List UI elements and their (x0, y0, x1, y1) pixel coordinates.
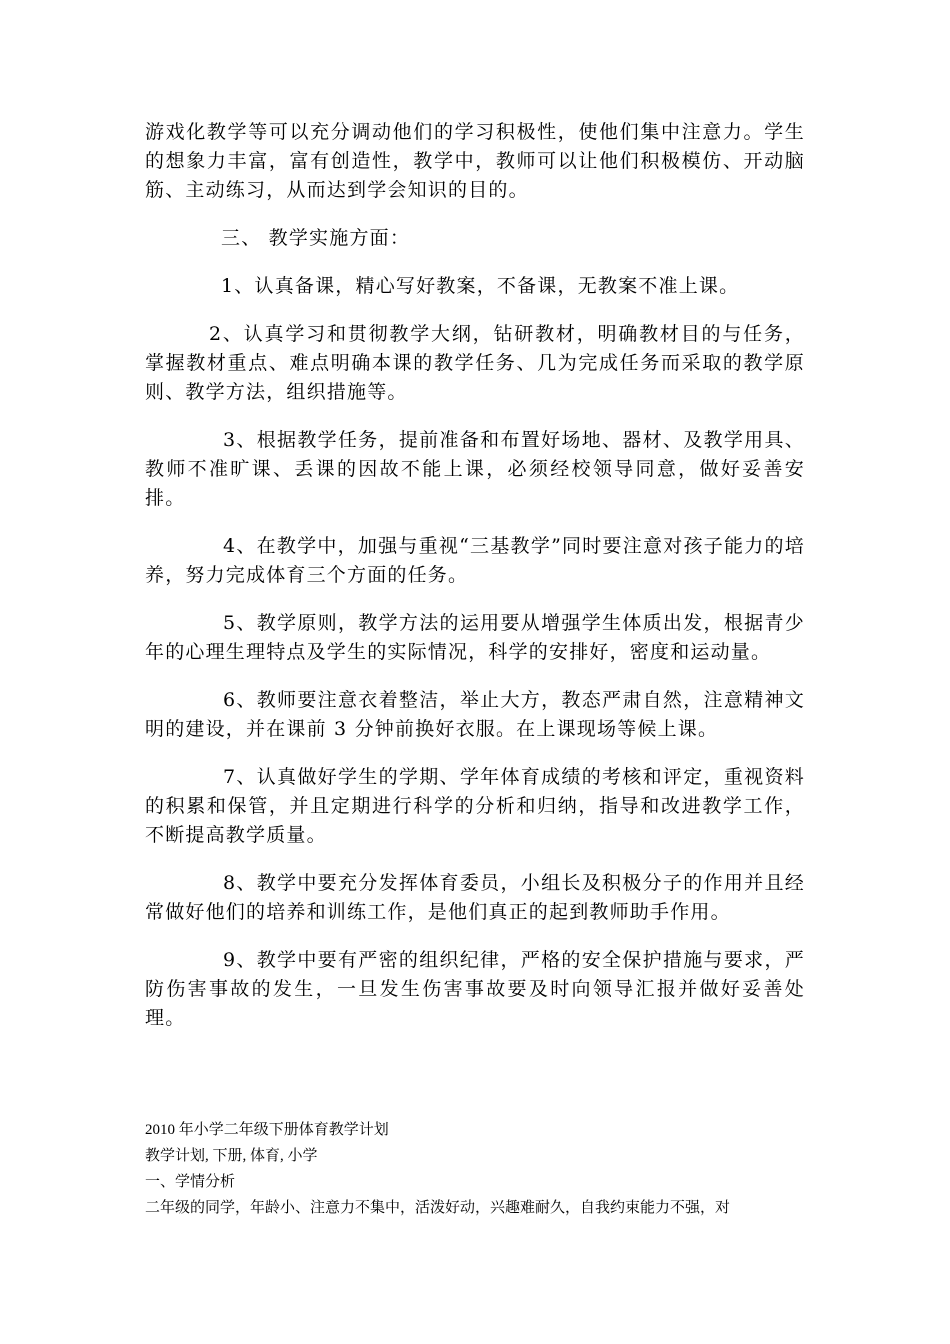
list-item-7: 7、认真做好学生的学期、学年体育成绩的考核和评定，重视资料的积累和保管，并且定期进行科学的分析和归纳，指导和改进教学工作，不断提高教学质量。 (145, 766, 805, 846)
list-item-3: 3、根据教学任务，提前准备和布置好场地、器材、及教学用具、教师不准旷课、丢课的因故不能上课，必须经校领导同意，做好妥善安排。 (145, 429, 805, 509)
list-item-9: 9、教学中要有严密的组织纪律，严格的安全保护措施与要求，严防伤害事故的发生，一旦发生伤害事故要及时向领导汇报并做好妥善处理。 (145, 949, 805, 1029)
list-item-1: 1、认真备课，精心写好教案，不备课，无教案不准上课。 (221, 275, 740, 297)
list-item-5: 5、教学原则，教学方法的运用要从增强学生体质出发，根据青少年的心理生理特点及学生的实际情况，科学的安排好，密度和运动量。 (145, 612, 805, 663)
section-heading: 三、 教学实施方面： (221, 227, 411, 249)
list-item-2: 2、认真学习和贯彻教学大纲，钻研教材，明确教材目的与任务，掌握教材重点、难点明确本课的教学任务、几为完成任务而采取的教学原则、教学方法，组织措施等。 (145, 323, 805, 403)
continuation-paragraph: 游戏化教学等可以充分调动他们的学习积极性，使他们集中注意力。学生的想象力丰富，富有创造性，教学中，教师可以让他们积极模仿、开动脑筋、主动练习，从而达到学会知识的目的。 (145, 121, 805, 201)
next-document-title: 2010 年小学二年级下册体育教学计划 (145, 1122, 389, 1138)
list-item-6: 6、教师要注意衣着整洁，举止大方，教态严肃自然，注意精神文明的建设，并在课前 3 分钟前换好衣服。在上课现场等候上课。 (145, 689, 805, 740)
next-document-tags: 教学计划, 下册, 体育, 小学 (145, 1148, 318, 1164)
list-item-4: 4、在教学中，加强与重视“三基教学”同时要注意对孩子能力的培养，努力完成体育三个方面的任务。 (145, 535, 805, 586)
next-document-preview (145, 1117, 815, 1221)
document-body (145, 118, 805, 1033)
next-document-text: 二年级的同学，年龄小、注意力不集中，活泼好动，兴趣难耐久，自我约束能力不强，对 (145, 1200, 731, 1216)
list-item-8: 8、教学中要充分发挥体育委员，小组长及积极分子的作用并且经常做好他们的培养和训练工作，是他们真正的起到教师助手作用。 (145, 872, 805, 923)
next-document-section-heading: 一、学情分析 (145, 1174, 236, 1190)
